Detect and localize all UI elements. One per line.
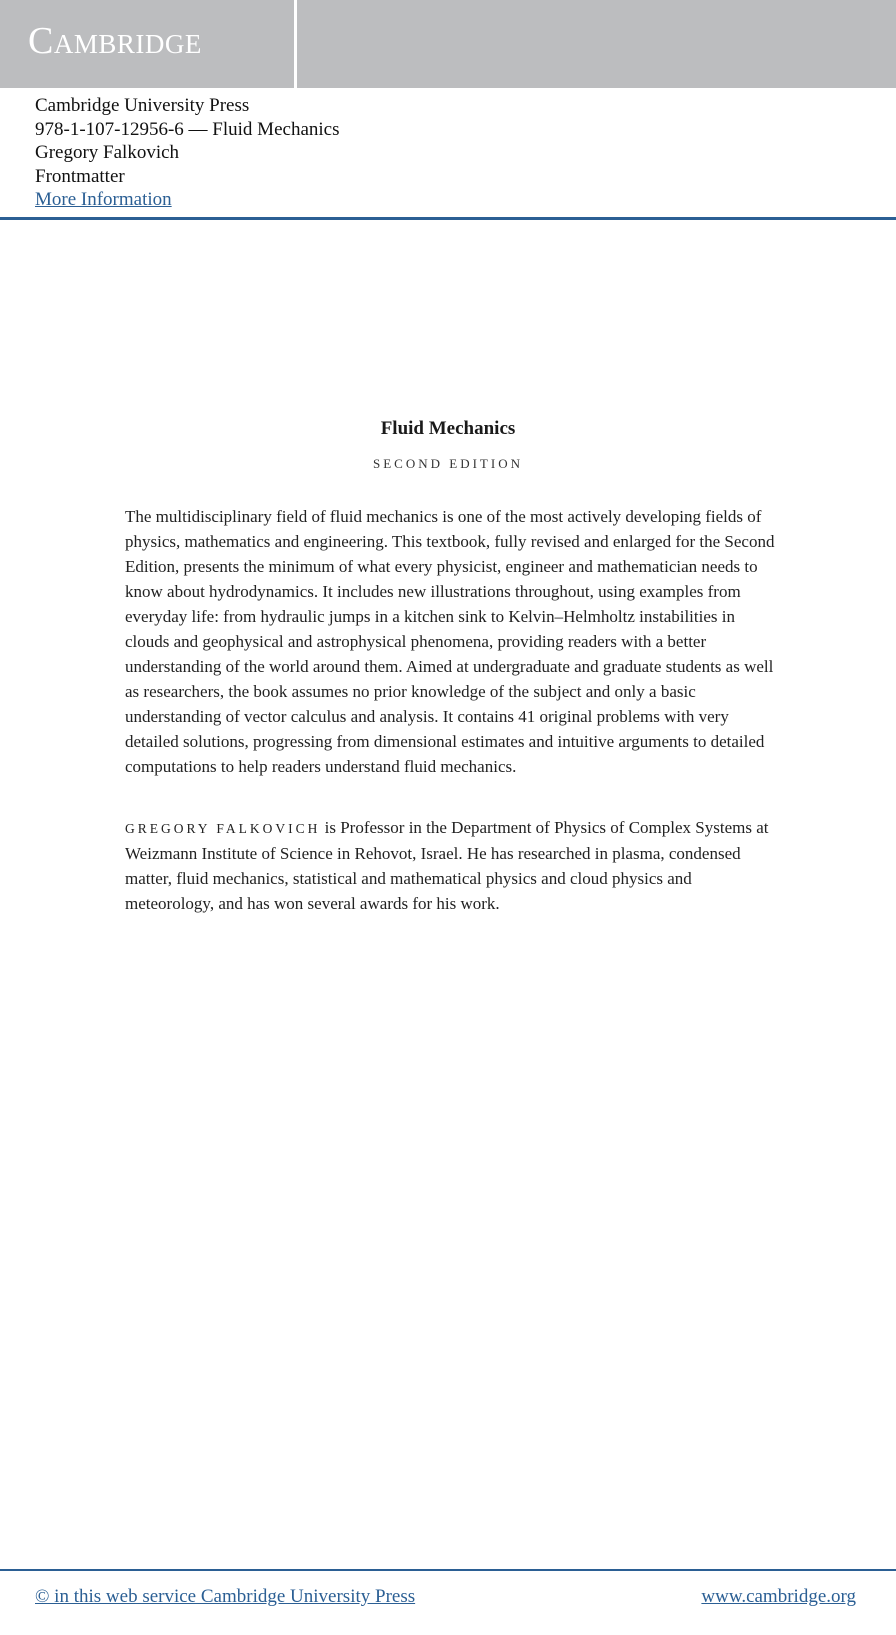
bio-text: is Professor in the Department of Physics of Complex Systems at Weizmann Institute of Science in Rehovot, Israel. He has researched in plasma, condensed matter, fluid mechanics, statistical and mathematical physics and cloud physics and meteorology, and has won several awards for his work.	[125, 818, 769, 913]
author-bio	[125, 815, 775, 916]
cambridge-logo[interactable]: Cambridge	[28, 20, 202, 62]
banner-divider	[294, 0, 297, 88]
footer-divider	[0, 1569, 896, 1571]
header-divider	[0, 217, 896, 220]
book-description: The multidisciplinary field of fluid mechanics is one of the most actively developing fields of physics, mathematics and engineering. This textbook, fully revised and enlarged for the Second Edition, presents the minimum of what every physicist, engineer and mathematician needs to know about hydrodynamics. It includes new illustrations throughout, using examples from everyday life: from hydraulic jumps in a kitchen sink to Kelvin–Helmholtz instabilities in clouds and geophysical and astrophysical phenomena, providing readers with a better understanding of the world around them. Aimed at undergraduate and graduate students as well as researchers, the book assumes no prior knowledge of the subject and only a basic understanding of vector calculus and analysis. It contains 41 original problems with very detailed solutions, progressing from dimensional estimates and intuitive arguments to detailed computations to help readers understand fluid mechanics.	[125, 507, 775, 776]
isbn-title: 978-1-107-12956-6 — Fluid Mechanics	[35, 118, 340, 140]
edition-label: SECOND EDITION	[373, 456, 523, 471]
more-information-link[interactable]: More Information	[35, 189, 172, 210]
book-title: Fluid Mechanics	[380, 418, 516, 439]
author-name: Gregory Falkovich	[35, 142, 180, 163]
book-metadata	[35, 94, 339, 212]
copyright-link[interactable]: © in this web service Cambridge University Press	[35, 1586, 416, 1607]
section-name: Frontmatter	[35, 165, 125, 187]
bio-author-name: GREGORY FALKOVICH	[125, 821, 321, 836]
header-banner	[0, 0, 896, 88]
publisher-name: Cambridge University Press	[35, 95, 250, 116]
website-link[interactable]: www.cambridge.org	[701, 1586, 856, 1607]
